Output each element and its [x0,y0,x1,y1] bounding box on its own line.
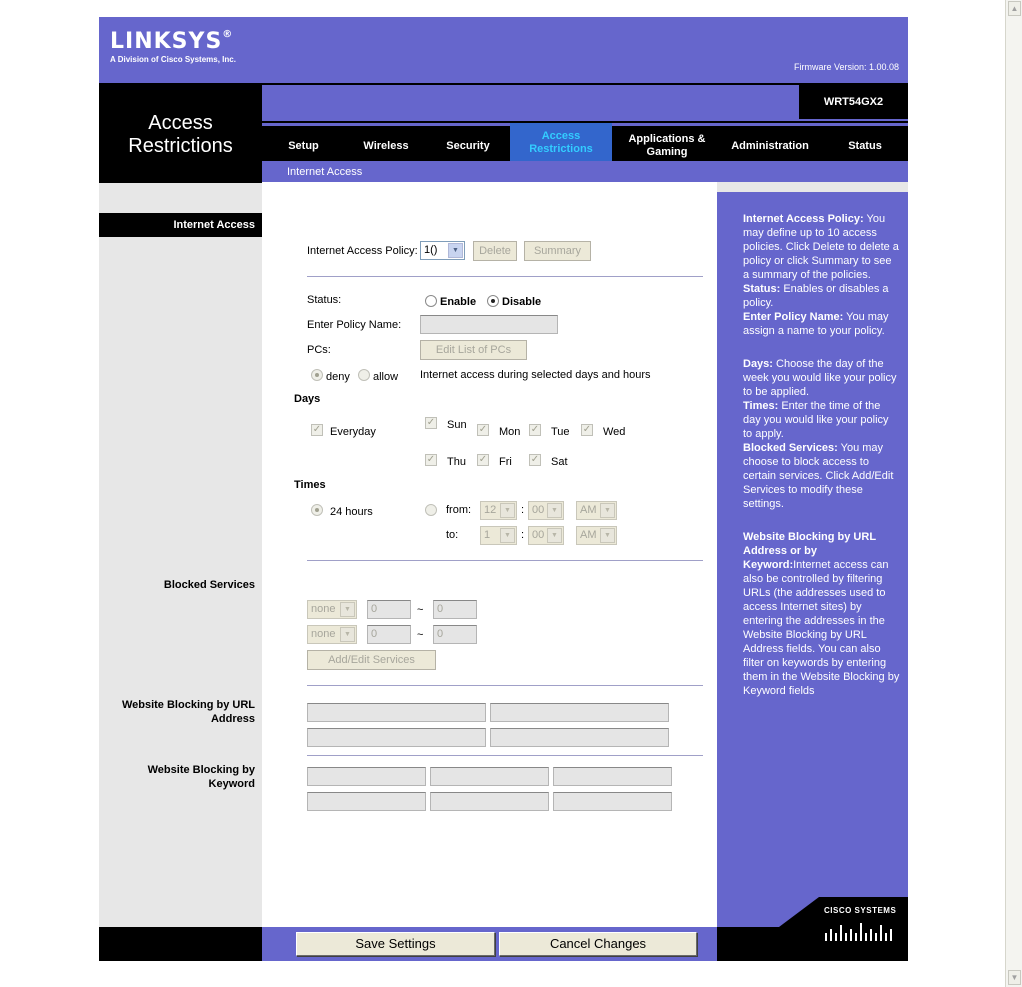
cisco-logo: CISCO SYSTEMS [824,906,897,915]
tab-security[interactable]: Security [446,139,490,152]
wed-checkbox[interactable]: ✓ [582,424,592,435]
to-label: to: [446,529,459,541]
colon: : [521,529,525,541]
section-keyword-blocking: Website Blocking by Keyword [147,764,255,790]
fri-label: Fri [499,456,512,468]
cancel-changes-button[interactable]: Cancel Changes [499,932,697,956]
save-settings-button[interactable]: Save Settings [296,932,495,956]
policy-name-input[interactable] [420,315,558,334]
divider [307,276,703,277]
help-top-strip [717,182,908,192]
days-heading: Days [294,393,321,405]
subtab-internet-access[interactable]: Internet Access [287,166,363,178]
edit-pcs-button[interactable]: Edit List of PCs [420,340,527,360]
service2-port-to[interactable]: 0 [433,625,477,644]
chevron-down-icon: ▼ [500,528,515,543]
wed-label: Wed [603,426,626,438]
sun-label: Sun [447,419,467,431]
keyword-input-2[interactable] [430,767,549,786]
router-page [99,17,908,961]
chevron-down-icon: ▼ [340,627,355,642]
tue-checkbox[interactable]: ✓ [530,424,540,435]
add-edit-services-button[interactable]: Add/Edit Services [307,650,436,670]
tilde: ~ [417,604,424,616]
policy-label: Internet Access Policy: [307,245,418,257]
page-scrollbar[interactable] [1005,0,1022,987]
access-description: Internet access during selected days and hours [420,369,651,381]
policy-select[interactable]: 1() ▼ [420,241,465,260]
deny-label: deny [326,371,350,383]
service1-select[interactable]: none ▼ [307,600,357,619]
disable-radio[interactable] [487,295,499,307]
url-input-4[interactable] [490,728,669,747]
model-name: WRT54GX2 [799,85,908,119]
to-hour-select[interactable]: 1 ▼ [480,526,517,545]
status-label: Status: [307,294,342,306]
deny-radio[interactable] [311,369,323,381]
url-input-1[interactable] [307,703,486,722]
from-hour-select[interactable]: 12 ▼ [480,501,517,520]
section-internet-access: Internet Access [99,213,262,237]
service2-port-from[interactable]: 0 [367,625,411,644]
from-ampm-select[interactable]: AM ▼ [576,501,617,520]
divider [307,560,703,561]
24-hours-label: 24 hours [330,506,373,518]
cisco-logo-corner [779,897,819,927]
from-radio[interactable] [425,504,437,516]
service2-select[interactable]: none ▼ [307,625,357,644]
section-labels-column [99,183,262,927]
tab-wireless[interactable]: Wireless [363,139,409,152]
enable-label: Enable [440,296,477,308]
colon: : [521,504,525,516]
chevron-down-icon: ▼ [600,503,615,518]
service1-port-to[interactable]: 0 [433,600,477,619]
scroll-down-icon[interactable]: ▼ [1008,970,1021,985]
policy-name-label: Enter Policy Name: [307,319,402,331]
tilde: ~ [417,629,424,641]
sat-label: Sat [551,456,568,468]
logo-subtitle: A Division of Cisco Systems, Inc. [110,55,236,64]
keyword-input-1[interactable] [307,767,426,786]
keyword-input-6[interactable] [553,792,672,811]
sat-checkbox[interactable]: ✓ [530,454,540,465]
page-title: Access Restrictions [99,83,262,183]
pcs-label: PCs: [307,344,331,356]
thu-checkbox[interactable]: ✓ [426,454,436,465]
url-input-3[interactable] [307,728,486,747]
section-url-blocking: Website Blocking by URL Address [121,699,255,725]
chevron-down-icon: ▼ [500,503,515,518]
chevron-down-icon: ▼ [448,243,463,258]
tue-label: Tue [551,426,570,438]
thu-label: Thu [447,456,466,468]
from-minute-select[interactable]: 00 ▼ [528,501,564,520]
everyday-label: Everyday [330,426,376,438]
url-input-2[interactable] [490,703,669,722]
footer-left [99,927,262,961]
main-nav [262,121,908,161]
divider [307,755,703,756]
chevron-down-icon: ▼ [547,528,562,543]
divider [307,685,703,686]
24-hours-radio[interactable] [311,504,323,516]
cisco-bars-icon [825,919,895,941]
tab-applications-gaming[interactable]: Applications & Gaming [628,133,706,158]
tab-access-restrictions[interactable]: Access Restrictions [510,123,612,163]
tab-setup[interactable]: Setup [288,139,319,152]
disable-label: Disable [502,296,542,308]
sun-checkbox[interactable]: ✓ [426,417,436,428]
scroll-up-icon[interactable]: ▲ [1008,1,1021,16]
chevron-down-icon: ▼ [600,528,615,543]
allow-radio[interactable] [358,369,370,381]
everyday-checkbox[interactable]: ✓ [312,424,322,435]
summary-button[interactable]: Summary [524,241,591,261]
keyword-input-4[interactable] [307,792,426,811]
mon-label: Mon [499,426,521,438]
keyword-input-3[interactable] [553,767,672,786]
delete-button[interactable]: Delete [473,241,517,261]
tab-administration[interactable]: Administration [731,139,809,152]
mon-checkbox[interactable]: ✓ [478,424,488,435]
to-minute-select[interactable]: 00 ▼ [528,526,564,545]
enable-radio[interactable] [425,295,437,307]
help-panel: Internet Access Policy: You may define up to 10 access policies. Click Delete to delete a policy or click Summary to see a summary of the policies. Status: Enables or disables a policy. Enter Policy Name: You may assign a name to your policy. Days: Choose the day of the week you would like your policy to be applied. Times: Enter the time of the day you would like your policy to apply. Blocked Services: You may choose to block access to certain services. Click Add/Edit Services to modify these settings. Website Blocking by URL Address or by Keyword:Internet access can also be controlled by filtering URLs (the addresses used to access Internet sites) by entering the addresses in the Website Blocking by URL Address fields. You can also filter on keywords by entering them in the Website Blocking by Keyword fields [717,192,908,927]
allow-label: allow [373,371,399,383]
service1-port-from[interactable]: 0 [367,600,411,619]
from-label: from: [446,504,472,516]
linksys-logo: LINKSYS® [110,29,234,54]
times-heading: Times [294,479,326,491]
chevron-down-icon: ▼ [547,503,562,518]
keyword-input-5[interactable] [430,792,549,811]
tab-status[interactable]: Status [848,139,882,152]
to-ampm-select[interactable]: AM ▼ [576,526,617,545]
chevron-down-icon: ▼ [340,602,355,617]
section-blocked-services: Blocked Services [163,579,255,591]
fri-checkbox[interactable]: ✓ [478,454,488,465]
firmware-version: Firmware Version: 1.00.08 [793,62,899,72]
